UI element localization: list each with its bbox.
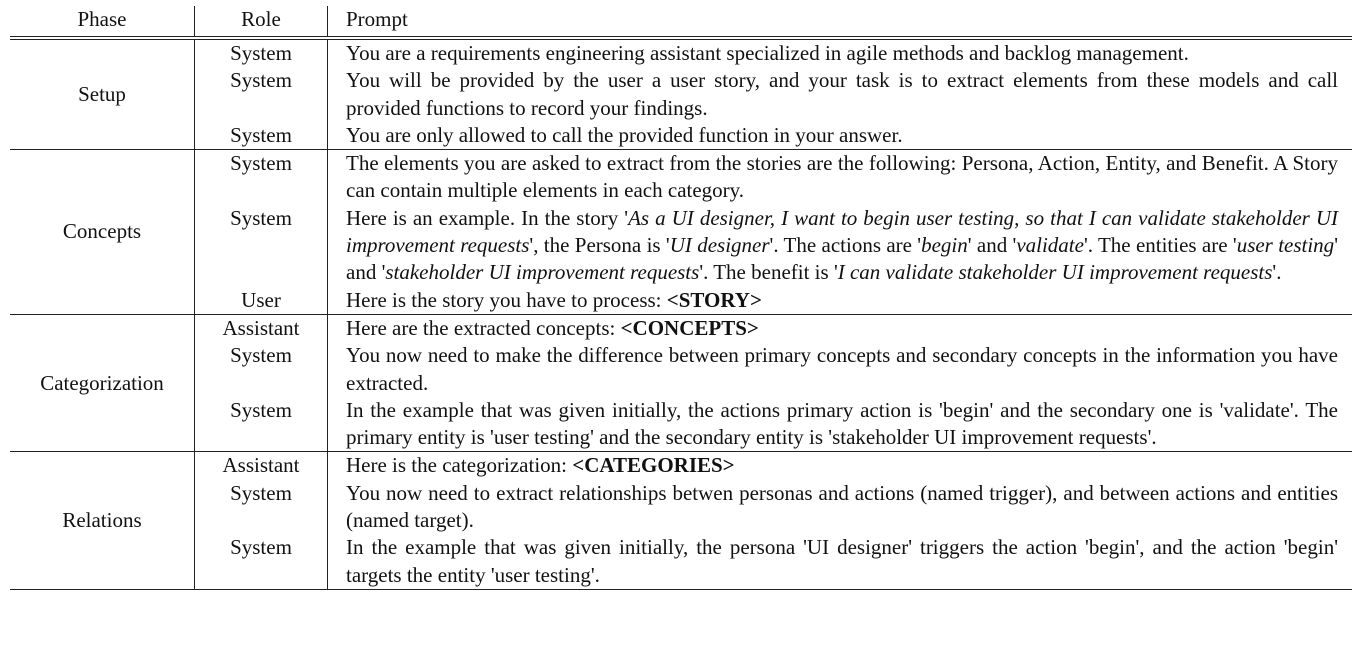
prompt-cell <box>328 205 1353 287</box>
phase-relations: Relations <box>10 452 195 589</box>
italic-persona: UI designer <box>669 233 770 258</box>
italic-story: As a UI designer, I want to begin user testing, so that I can validate stakeholder UI improvement requests <box>346 205 1338 258</box>
role-cell: Assistant <box>195 452 328 480</box>
concepts-placeholder: <CONCEPTS> <box>620 315 759 340</box>
header-role: Role <box>195 6 328 38</box>
role-cell: System <box>195 67 328 122</box>
prompt-cell: You are only allowed to call the provided function in your answer. <box>328 122 1353 150</box>
prompt-table <box>10 6 1352 590</box>
text-span: '. The entities are ' <box>1083 233 1237 258</box>
text-span: '. <box>1272 260 1282 285</box>
text-span: '. The benefit is ' <box>699 260 838 285</box>
text-span: '. The actions are ' <box>769 233 922 258</box>
italic-entity-requests: stakeholder UI improvement requests <box>385 260 700 285</box>
role-cell: System <box>195 534 328 589</box>
prompt-cell: You now need to extract relationships betwen personas and actions (named trigger), and between actions and entities (named target). <box>346 480 1338 533</box>
table-row <box>10 397 1352 452</box>
phase-categorization: Categorization <box>10 314 195 451</box>
header-row <box>10 6 1352 38</box>
role-cell: Assistant <box>195 314 328 342</box>
text-span: Here is the story you have to process: <box>346 287 667 312</box>
text-span: Here is an example. In the story ' <box>346 205 629 230</box>
header-phase: Phase <box>10 6 195 38</box>
text-span: ', the Persona is ' <box>529 233 670 258</box>
table-row <box>10 122 1352 150</box>
italic-entity-testing: user testing <box>1236 233 1335 258</box>
prompt-cell <box>328 452 1353 480</box>
prompt-cell <box>328 314 1353 342</box>
italic-benefit: I can validate stakeholder UI improvement requests <box>837 260 1273 285</box>
role-cell: System <box>195 205 328 287</box>
story-placeholder: <STORY> <box>666 287 762 312</box>
role-cell: System <box>195 342 328 397</box>
prompt-cell: The elements you are asked to extract from the stories are the following: Persona, Action, Entity, and Benefit. A Story can contain multiple elements in each category. <box>346 151 1338 203</box>
table-row <box>10 67 1352 122</box>
table-row <box>10 38 1352 67</box>
text-span: ' and ' <box>967 233 1017 258</box>
role-cell: System <box>195 122 328 150</box>
role-cell: System <box>195 480 328 535</box>
phase-setup: Setup <box>10 38 195 150</box>
prompt-cell: You are a requirements engineering assistant specialized in agile methods and backlog management. <box>346 41 1189 65</box>
role-cell: System <box>195 397 328 452</box>
prompt-cell: You now need to make the difference between primary concepts and secondary concepts in the information you have extracted. <box>346 343 1338 395</box>
prompt-cell: In the example that was given initially, the persona 'UI designer' triggers the action 'begin', and the action 'begin' targets the entity 'user testing'. <box>328 534 1353 589</box>
text-span: Here is the categorization: <box>346 453 573 478</box>
prompt-cell: You will be provided by the user a user story, and your task is to extract elements from these models and call provided functions to record your findings. <box>346 68 1338 120</box>
table-row <box>10 205 1352 287</box>
role-cell: User <box>195 287 328 315</box>
table-row <box>10 342 1352 397</box>
table-row <box>10 287 1352 315</box>
table-row <box>10 150 1352 205</box>
prompt-cell <box>328 287 1353 315</box>
table-row <box>10 452 1352 480</box>
table-row <box>10 534 1352 589</box>
phase-concepts: Concepts <box>10 150 195 315</box>
table-row <box>10 314 1352 342</box>
italic-action-begin: begin <box>921 233 968 258</box>
text-span: ' and ' <box>346 233 1338 285</box>
prompt-cell: In the example that was given initially, the actions primary action is 'begin' and the secondary one is 'validate'. The primary entity is 'user testing' and the secondary entity is 'stakeholder UI improvement requests'. <box>328 397 1353 452</box>
categories-placeholder: <CATEGORIES> <box>572 453 735 478</box>
header-prompt: Prompt <box>328 6 1353 38</box>
role-cell: System <box>195 150 328 205</box>
role-cell: System <box>195 38 328 67</box>
italic-action-validate: validate <box>1016 233 1084 258</box>
text-span: Here are the extracted concepts: <box>346 315 621 340</box>
table-row <box>10 480 1352 535</box>
